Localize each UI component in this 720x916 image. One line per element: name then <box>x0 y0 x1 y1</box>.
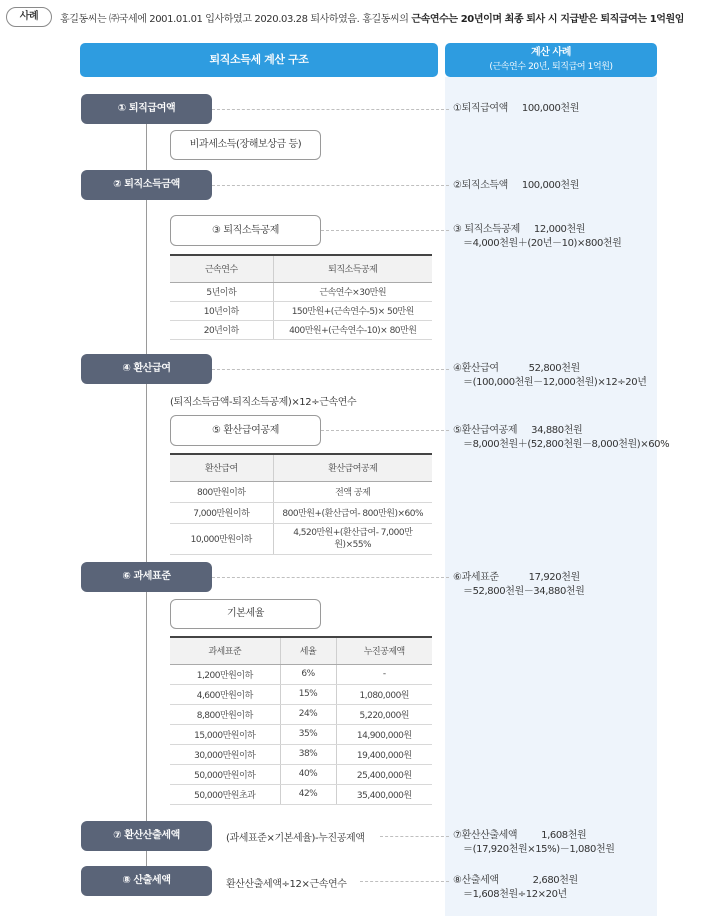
converted-tax-formula: (과세표준×기본세율)-누진공제액 <box>226 833 365 844</box>
table-cell: 20년이하 <box>170 320 273 339</box>
table-cell: 800만원+(환산급여- 800만원)×60% <box>273 502 432 523</box>
connector-dash <box>380 836 449 837</box>
table-cell: 50,000만원이하 <box>170 764 280 784</box>
result-value: 34,880천원 <box>531 425 583 436</box>
step-retirement-income: ② 퇴직소득금액 <box>81 170 212 200</box>
table-row <box>170 744 432 764</box>
table-header-cell: 근속연수 <box>170 255 273 282</box>
result-value: 100,000천원 <box>521 103 579 114</box>
result-value: 12,000천원 <box>533 224 586 235</box>
table-cell: 근속연수×30만원 <box>273 282 432 301</box>
result-formula: ＝4,000천원＋(20년－10)×800천원 <box>463 238 622 249</box>
result-value: 1,608천원 <box>541 830 587 841</box>
table-cell: 35% <box>280 724 336 744</box>
result-retirement-income <box>453 179 579 193</box>
table-cell: 150만원+(근속연수-5)× 50만원 <box>273 301 432 320</box>
table-cell: 4,600만원이하 <box>170 684 280 704</box>
flow-line <box>146 100 147 895</box>
table-row <box>170 764 432 784</box>
table-cell: 5년이하 <box>170 282 273 301</box>
table-header-cell: 세율 <box>280 637 336 664</box>
table-row <box>170 282 432 301</box>
table-cell: 10년이하 <box>170 301 273 320</box>
tax-rate-table <box>170 636 432 805</box>
table-header-cell: 누진공제액 <box>336 637 432 664</box>
result-retirement-deduction <box>453 223 621 251</box>
connector-dash <box>212 109 449 110</box>
step-converted-tax: ⑦ 환산산출세액 <box>81 821 212 851</box>
converted-pay-formula: (퇴직소득금액-퇴직소득공제)×12÷근속연수 <box>170 397 357 408</box>
result-label: ⑤환산급여공제 <box>453 425 518 436</box>
table-row <box>170 684 432 704</box>
table-row <box>170 664 432 684</box>
table-cell: 15,000만원이하 <box>170 724 280 744</box>
connector-dash <box>321 430 449 431</box>
example-header-subtitle: (근속연수 20년, 퇴직급여 1억원) <box>489 62 613 72</box>
table-row <box>170 523 432 554</box>
table-cell: 10,000만원이하 <box>170 523 273 554</box>
connector-dash <box>212 185 449 186</box>
result-converted-tax <box>453 829 614 857</box>
result-label: ①퇴직급여액 <box>453 103 508 114</box>
result-formula: ＝1,608천원÷12×20년 <box>463 889 567 900</box>
table-cell: 4,520만원+(환산급여- 7,000만원)×55% <box>273 523 432 554</box>
step-computed-tax: ⑧ 산출세액 <box>81 866 212 896</box>
result-label: ⑧산출세액 <box>453 875 499 886</box>
table-cell: 24% <box>280 704 336 724</box>
table-cell: 30,000만원이하 <box>170 744 280 764</box>
result-computed-tax <box>453 874 578 902</box>
table-cell: 19,400,000원 <box>336 744 432 764</box>
case-text-bold: 근속연수는 20년이며 최종 퇴사 시 지급받은 퇴직급여는 1억원임 <box>411 14 685 25</box>
step-retirement-pay: ① 퇴직급여액 <box>81 94 212 124</box>
table-header-cell: 퇴직소득공제 <box>273 255 432 282</box>
connector-dash <box>360 881 449 882</box>
table-cell: 400만원+(근속연수-10)× 80만원 <box>273 320 432 339</box>
result-label: ⑦환산산출세액 <box>453 830 518 841</box>
table-header-row <box>170 255 432 282</box>
table-cell: 6% <box>280 664 336 684</box>
result-formula: ＝52,800천원－34,880천원 <box>463 586 585 597</box>
result-formula: ＝(100,000천원－12,000천원)×12÷20년 <box>463 377 647 388</box>
result-retirement-pay <box>453 102 579 116</box>
table-cell: 8,800만원이하 <box>170 704 280 724</box>
connector-dash <box>212 369 449 370</box>
nontax-income-box: 비과세소득(장해보상금 등) <box>170 130 321 160</box>
table-cell: 14,900,000원 <box>336 724 432 744</box>
years-deduction-table <box>170 254 432 340</box>
result-label: ④환산급여 <box>453 363 499 374</box>
table-cell: 42% <box>280 784 336 804</box>
result-value: 52,800천원 <box>528 363 580 374</box>
case-text-plain: 홍길동씨는 ㈜국세에 2001.01.01 입사하였고 2020.03.28 퇴사하였음. 홍길동씨의 <box>60 14 412 25</box>
conversion-deduction-table <box>170 453 432 555</box>
result-tax-base <box>453 571 584 599</box>
case-badge: 사례 <box>6 7 52 27</box>
table-header-row <box>170 637 432 664</box>
table-cell: 15% <box>280 684 336 704</box>
table-header-cell: 환산급여공제 <box>273 454 432 481</box>
result-label: ②퇴직소득액 <box>453 180 508 191</box>
computed-tax-formula: 환산산출세액÷12×근속연수 <box>226 879 347 890</box>
result-value: 100,000천원 <box>521 180 579 191</box>
result-label: ③ 퇴직소득공제 <box>453 224 520 235</box>
table-cell: 800만원이하 <box>170 481 273 502</box>
table-row <box>170 704 432 724</box>
table-row <box>170 481 432 502</box>
table-cell: - <box>336 664 432 684</box>
table-row <box>170 320 432 339</box>
retirement-deduction-box: ③ 퇴직소득공제 <box>170 215 321 246</box>
table-cell: 25,400,000원 <box>336 764 432 784</box>
connector-dash <box>321 230 449 231</box>
table-row <box>170 784 432 804</box>
connector-dash <box>212 577 449 578</box>
example-header <box>445 43 657 77</box>
result-value: 2,680천원 <box>532 875 578 886</box>
result-formula: ＝(17,920천원×15%)－1,080천원 <box>463 844 615 855</box>
table-cell: 1,200만원이하 <box>170 664 280 684</box>
table-row <box>170 301 432 320</box>
table-row <box>170 502 432 523</box>
structure-header: 퇴직소득세 계산 구조 <box>80 43 438 77</box>
conversion-deduction-box: ⑤ 환산급여공제 <box>170 415 321 446</box>
table-header-cell: 환산급여 <box>170 454 273 481</box>
step-tax-base: ⑥ 과세표준 <box>81 562 212 592</box>
result-formula: ＝8,000천원＋(52,800천원－8,000천원)×60% <box>463 439 670 450</box>
table-cell: 38% <box>280 744 336 764</box>
example-panel <box>445 77 657 916</box>
result-conversion-deduction <box>453 424 669 452</box>
case-description <box>60 10 684 25</box>
table-cell: 7,000만원이하 <box>170 502 273 523</box>
table-cell: 5,220,000원 <box>336 704 432 724</box>
table-cell: 전액 공제 <box>273 481 432 502</box>
table-cell: 40% <box>280 764 336 784</box>
basic-rate-box: 기본세율 <box>170 599 321 629</box>
result-label: ⑥과세표준 <box>453 572 499 583</box>
table-cell: 35,400,000원 <box>336 784 432 804</box>
table-header-row <box>170 454 432 481</box>
step-converted-pay: ④ 환산급여 <box>81 354 212 384</box>
result-value: 17,920천원 <box>528 572 580 583</box>
example-header-title: 계산 사례 <box>530 47 572 58</box>
table-cell: 1,080,000원 <box>336 684 432 704</box>
table-cell: 50,000만원초과 <box>170 784 280 804</box>
table-row <box>170 724 432 744</box>
result-converted-pay <box>453 362 646 390</box>
table-header-cell: 과세표준 <box>170 637 280 664</box>
